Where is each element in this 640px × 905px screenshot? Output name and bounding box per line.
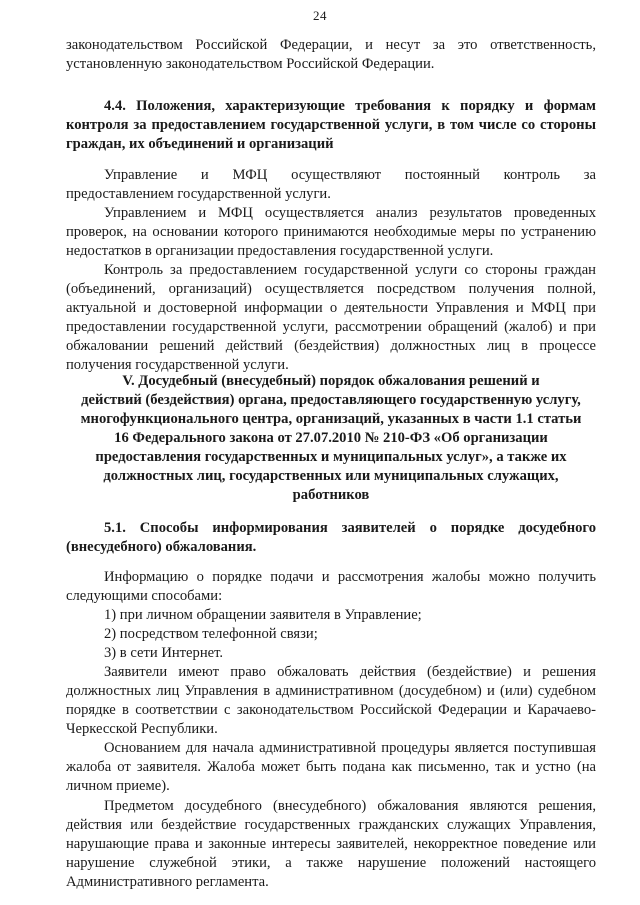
section-5-1-heading: 5.1. Способы информирования заявителей о порядке досудебного (внесудебного) обжалования. (66, 520, 596, 555)
list-item: 2) посредством телефонной связи; (104, 626, 318, 642)
list-item: 1) при личном обращении заявителя в Управление; (104, 607, 422, 623)
intro-paragraph (66, 36, 596, 74)
paragraph-5: Заявители имеют право обжаловать действия (бездействие) и решения должностных лиц Управления в административном (досудебном) и (или) судебном порядке в соответствии с законодательством Российской Федерации и Карачаево-Черкесской Республики. (66, 664, 596, 737)
paragraph-6: Основанием для начала административной процедуры является поступившая жалоба от заявителя. Жалоба может быть подана как письменно, так и устно (на личном приеме). (66, 740, 596, 794)
paragraph-3: Контроль за предоставлением государственной услуги со стороны граждан (объединений, организаций) осуществляется посредством получения полной, актуальной и достоверной информации о деятельности Управления и МФЦ при предоставлении государственной услуги, рассмотрении обращений (жалоб) и при обжаловании решений действий (бездействия) должностных лиц в процессе получения государственной услуги. (66, 262, 596, 373)
intro-line-1: законодательством Российской Федерации, и несут за это ответственность, (66, 37, 596, 53)
paragraph-2: Управлением и МФЦ осуществляется анализ результатов проведенных проверок, на основании которого принимаются необходимые меры по устранению недостатков в организации предоставления государственной услуги. (66, 205, 596, 259)
section-v-heading-line-7: работников (292, 487, 370, 503)
paragraph-4: Информацию о порядке подачи и рассмотрения жалобы можно получить следующими способами: (66, 569, 596, 604)
section-v-heading-line-6: должностных лиц, государственных или муниципальных служащих, (103, 468, 559, 484)
section-v-heading-line-4: 16 Федерального закона от 27.07.2010 № 210-ФЗ «Об организации (114, 430, 548, 446)
paragraph-1-line-2: предоставлением государственной услуги. (66, 186, 331, 202)
page-number: 24 (313, 8, 327, 23)
section-v-heading-line-2: действий (бездействия) органа, предоставляющего государственную услугу, (81, 392, 581, 408)
section-4-4-heading: 4.4. Положения, характеризующие требования к порядку и формам контроля за предоставлением государственной услуги, в том числе со стороны граждан, их объединений и организаций (66, 98, 596, 152)
ways-list (66, 606, 596, 663)
intro-line-2: установленную законодательством Российской Федерации. (66, 56, 435, 72)
section-v-heading-line-3: многофункционального центра, организаций, указанных в части 1.1 статьи (80, 411, 582, 427)
section-v-heading-line-1: V. Досудебный (внесудебный) порядок обжалования решений и (122, 373, 540, 389)
section-v-heading-line-5: предоставления государственных и муниципальных услуг», а также их (95, 449, 567, 465)
section-v-heading (66, 372, 596, 505)
paragraph-1-line-1: Управление и МФЦ осуществляют постоянный контроль за (104, 167, 596, 183)
paragraph-1 (66, 166, 596, 204)
list-item: 3) в сети Интернет. (104, 645, 224, 661)
paragraph-7: Предметом досудебного (внесудебного) обжалования являются решения, действия или бездействие государственных гражданских служащих Управления, нарушающие права и законные интересы заявителей, некорректное поведение или нарушение служебной этики, а также нарушение положений настоящего Административного регламента. (66, 798, 596, 890)
